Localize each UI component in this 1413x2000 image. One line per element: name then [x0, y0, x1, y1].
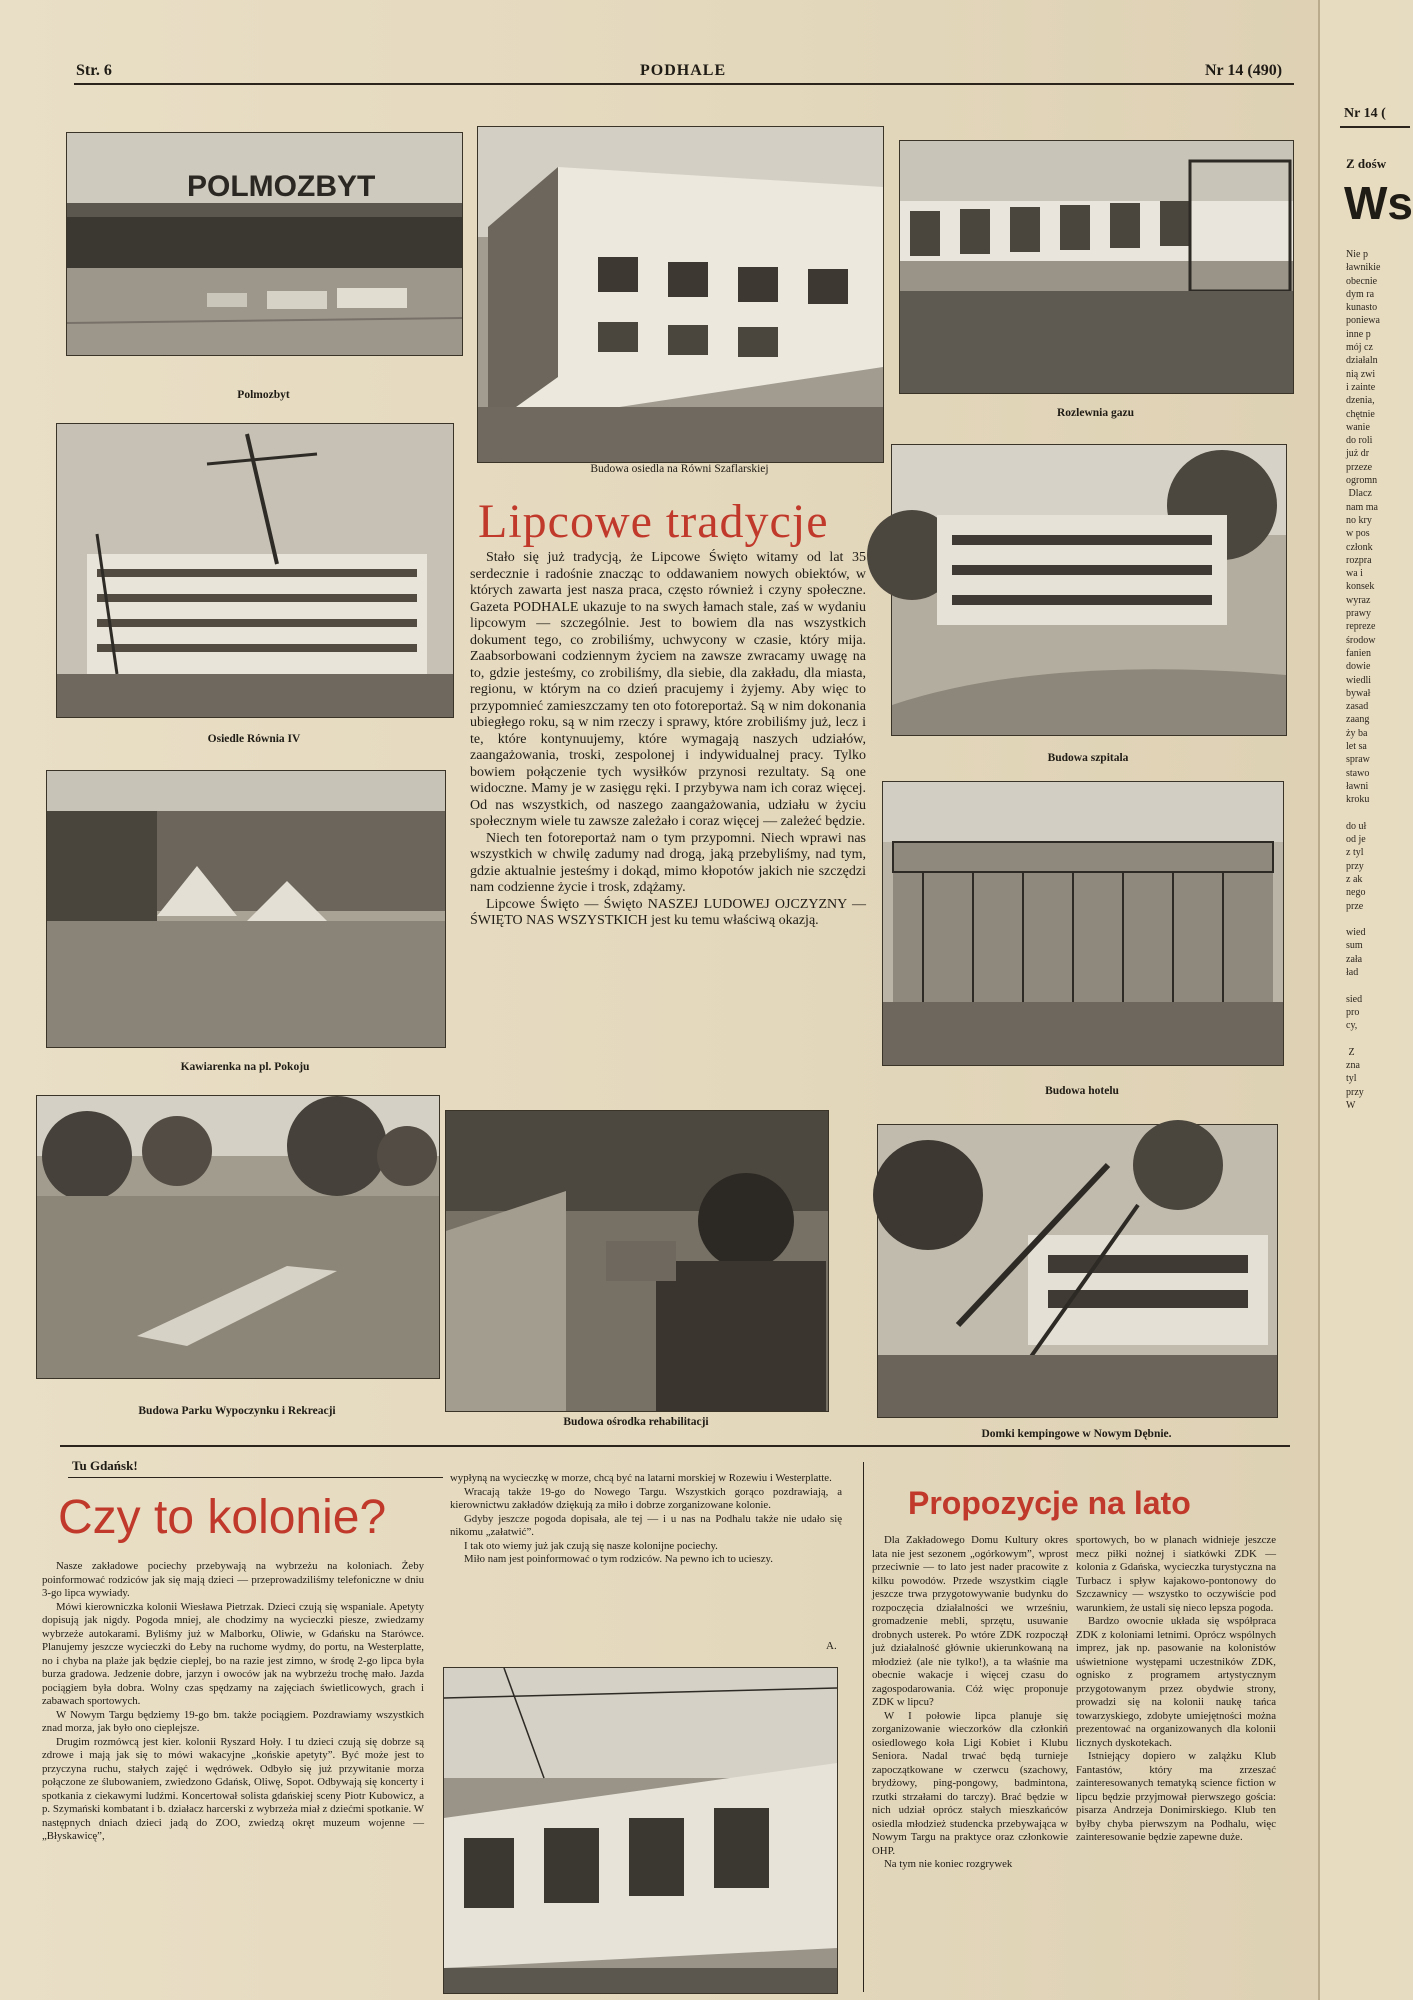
lipcowe-title: Lipcowe tradycje	[478, 495, 829, 548]
paper-title: PODHALE	[640, 62, 727, 79]
propozycje-title: Propozycje na lato	[908, 1485, 1191, 1521]
photo-kawiarenka	[46, 770, 446, 1048]
kolonie-col2-p2: Wracają także 19-go do Nowego Targu. Wszystkich gorąco pozdrawiają, a kierownictwu zakładów dziękują za miło i dobrze zorganizowane kolonie.	[450, 1485, 842, 1511]
kolonie-col1	[42, 1560, 424, 1995]
photo-hotel	[882, 781, 1284, 1066]
section-divider	[60, 1445, 1290, 1447]
caption-park: Budowa Parku Wypoczynku i Rekreacji	[138, 1405, 336, 1417]
next-page-text: Nie p ławnikie obecnie dym ra kunasto poniewa inne p mój cz działaln nią zwi i zainte dzenia, chętnie wanie do roli już dr przeze ogromn Dlacz nam ma no kry w pos członk rozpra wa i konsek wyraz prawy repreze środow fanien dowie wiedli bywał zasad zaang ży ba let sa spraw stawo ławni kroku do uł od je z tyl przy z ak nego prze wied sum zała ład sied pro cy, Z zna tyl przy W	[1346, 249, 1381, 1111]
kolonie-col2	[450, 1472, 842, 1672]
propozycje-col2-p1: sportowych, bo w planach widnieje jeszcze mecz piłki nożnej i siatkówki ZDK — kolonia z Gdańska, wycieczka turystyczna na Turbacz i spływ kajakowo-pontonowy do Szczawnicy — wszystko to oczywiście pod warunkiem, że ustali się nieco lepsza pogoda.	[1076, 1534, 1276, 1614]
caption-domki: Domki kempingowe w Nowym Dębnie.	[981, 1428, 1172, 1440]
next-page-headline: Ws	[1344, 177, 1413, 229]
lipcowe-body	[470, 550, 866, 1085]
caption-kawiarenka: Kawiarenka na pl. Pokoju	[180, 1061, 310, 1073]
propozycje-col1-p1: Dla Zakładowego Domu Kultury okres lata nie jest sezonem „ogórkowym”, wprost przeciwnie — to lato jest nader pracowite z kilku powodów. Przede wszystkim ciągle jeszcze trwa przygotowywanie budynku do rozpoczęcia działalności we wrześniu, gromadzenie mebli, sprzętu, usuwanie drobnych usterek. Po wtóre ZDK rozpoczął już działalność głównie ukierunkowaną na młodzież (ale nie tylko!), a ta właśnie ma obecnie wakacje i więcej czasu do zagospodarowania. Cóż więc proponuje ZDK w lipcu?	[872, 1534, 1068, 1708]
lipcowe-paragraph-2: Niech ten fotoreportaż nam o tym przypomni. Niech wprawi nas wszystkich w chwilę zadumy nad drogą, jaką przebyliśmy, nad tym, gdzie aktualnie jesteśmy i dokąd, mimo kłopotów jakich nie szczędzi nam codzienne życie i trosk, zdążamy.	[470, 830, 866, 895]
kolonie-col1-p1: Nasze zakładowe pociechy przebywają na wybrzeżu na koloniach. Żeby poinformować rodziców jak się mają dzieci — przeprowadziliśmy telefoniczne w dniu 3-go lipca wywiady.	[42, 1560, 424, 1599]
kolonie-col2-p4: I tak oto wiemy już jak czują się nasze kolonijne pociechy.	[464, 1539, 718, 1552]
caption-osrodek: Budowa ośrodka rehabilitacji	[563, 1416, 709, 1428]
propozycje-col1-p3: Na tym nie koniec rozgrywek	[884, 1858, 1013, 1870]
propozycje-col2-p2: Bardzo owocnie układa się współpraca ZDK z koloniami letnimi. Oprócz wspólnych imprez, jak np. pasowanie na kolonistów uświetnione występami uczestników ZDK, ognisko z programem artystycznym przygotowanym przez obydwie strony, prowadzi się na kolonii naukę tańca towarzyskiego, zdobyte umiejętności można prezentować na organizowanych dla kolonii licznych dyskotekach.	[1076, 1615, 1276, 1749]
kolonie-col2-p1: wypłyną na wycieczkę w morze, chcą być na latarni morskiej w Rozewiu i Westerplatte.	[450, 1472, 832, 1484]
kolonie-col2-p3: Gdyby jeszcze pogoda dopisała, ale tej — i u nas na Podhalu także nie udało się nikomu „załatwić”.	[450, 1512, 842, 1538]
photo-polmozbyt	[66, 132, 463, 356]
propozycje-col2-p3: Istniejący dopiero w zalążku Klub Fantastów, który ma zrzeszać zainteresowanych tematyką science fiction w lipcu będzie przyjmował pierwszego gościa: pisarza Andrzeja Donimirskiego. Klub ten byłby chyba pierwszym na Podhalu, więc zainteresowanie będzie zapewne duże.	[1076, 1750, 1276, 1843]
propozycje-col1	[872, 1534, 1068, 1996]
kicker-rule	[68, 1477, 443, 1478]
polmozbyt-sign-text: POLMOZBYT	[187, 170, 376, 203]
kolonie-signature: A.	[826, 1640, 837, 1652]
next-page-rule	[1340, 126, 1410, 128]
photo-train	[443, 1667, 838, 1994]
lipcowe-paragraph-3: Lipcowe Święto — Święto NASZEJ LUDOWEJ OJCZYZNY — ŚWIĘTO NAS WSZYSTKICH jest ku temu właściwą okazją.	[470, 896, 866, 928]
propozycje-col1-p2: W I połowie lipca planuje się zorganizowanie wieczorków dla członkiń osiedlowego koła Ligi Kobiet i Klubu Seniora. Nadal trwać będą turnieje zapoczątkowane w czerwcu (szachowy, brydżowy, ping-pongowy, badmintona, rzutki strzałami do tarczy). Brać będzie w nich udział oprócz stałych mieszkańców osiedla młodzież studencka przebywająca w Nowym Targu na praktyce oraz członkowie OHP.	[872, 1709, 1068, 1857]
photo-park	[36, 1095, 440, 1379]
lipcowe-paragraph-1: Stało się już tradycją, że Lipcowe Święto witamy od lat 35 serdecznie i radośnie znacząc to oddawaniem nowych obiektów, w których zawarta jest nasza praca, często również i czyny społeczne. Gazeta PODHALE ukazuje to na swych łamach stale, zaś w wydaniu lipcowym — szczególnie. Jest to bowiem dla nas wszystkich dokument tego, co zrobiliśmy, uchwycony w czasie, który mija. Zaabsorbowani codziennym życiem na zawsze zwracamy uwagę na to, gdzie jesteśmy, co zrobiliśmy, dla siebie, dla zakładu, dla miasta, regionu, w którym na co dzień pracujemy i żyjemy. Aby więc to przypomnieć zamieszczamy ten oto fotoreportaż. Są w nim dokonania ubiegłego roku, są w nim rzeczy i sprawy, które zrobiliśmy już, lecz i te, które kontynuujemy, które wymagają naszych udziałów, zaangażowania, troski, zespolonej i indywidualnej pracy. Tylko bowiem połączenie tych wysiłków przynosi rezultaty. Są one widoczne. Mamy je w zasięgu ręki. I przybywa nam ich coraz więcej. Od nas wszystkich, od naszego zaangażowania, udziału w życiu społecznym wiele tu zawsze zależało i coraz więcej — zależeć będzie.	[470, 550, 866, 829]
propozycje-col2	[1076, 1534, 1276, 1996]
kolonie-title: Czy to kolonie?	[58, 1491, 387, 1544]
kolonie-col1-p4: Drugim rozmówcą jest kier. kolonii Ryszard Hoły. I tu dzieci czują się dobrze są zdrowe i mają jak się to mówi wakacyjne „końskie apetyty”. Być może jest to przyczyna ruchu, stałych zajęć i wędrówek. Odbyło się już przywitanie morza połączone ze ślubowaniem, zwiedzono Gdańsk, Oliwę, Sopot. Odbywają się koncerty i spotkania z ciekawymi ludźmi. Koncertował solista gdańskiej sceny Piotr Kubowicz, a p. Szymański kombatant i b. działacz harcerski z wybrzeża miał z dziećmi spotkanie. W następnych dniach dzieci jadą do ZOO, zwiedzą okręt muzeum wojenne — „Błyskawicę”,	[42, 1735, 424, 1842]
photo-osrodek	[445, 1110, 829, 1412]
caption-hotel: Budowa hotelu	[1045, 1085, 1119, 1097]
kolonie-col1-p2: Mówi kierowniczka kolonii Wiesława Pietrzak. Dzieci czują się wspaniale. Apetyty dopisują jak nigdy. Pogoda mniej, ale chodzimy na wycieczki piesze, zwiedzamy wybrzeże autokarami. Byliśmy już w Malborku, Oliwie, w Gdańsku na Starówce. Planujemy jeszcze wycieczki do Łeby na ruchome wydmy, do portu, na Westerplatte, no i chyba na plaże jak będzie cieplej, bo na razie jest zimno, w środę 2-go lipca była burza gradowa. Jedzenie dobre, jarzyn i owoców jak na wybrzeżu trochę mało. Jazda pociągiem była dobra. Wolny czas spędzamy na zajęciach świetlicowych, grach i zabawach sportowych.	[42, 1600, 424, 1707]
page-number: Str. 6	[76, 62, 112, 79]
caption-polmozbyt: Polmozbyt	[237, 389, 290, 401]
caption-osiedle-budowa: Budowa osiedla na Równi Szaflarskiej	[590, 463, 769, 475]
photo-rozlewnia	[899, 140, 1294, 394]
photo-domki	[877, 1124, 1278, 1418]
photo-osiedle-budowa	[477, 126, 884, 463]
next-page-kicker: Z dośw	[1346, 156, 1387, 171]
next-page-header: Nr 14 (	[1344, 106, 1386, 121]
caption-osiedle-rownia: Osiedle Równia IV	[207, 733, 301, 745]
issue-number: Nr 14 (490)	[1205, 62, 1283, 79]
kolonie-col1-p3: W Nowym Targu będziemy 19-go bm. także pociągiem. Pozdrawiamy wszystkich znad morza, jak było ono cieplejsze.	[42, 1708, 424, 1734]
kolonie-kicker: Tu Gdańsk!	[72, 1458, 138, 1473]
next-page-edge	[1318, 0, 1413, 2000]
kolonie-col2-p5: Miło nam jest poinformować o tym rodziców. Na pewno ich to ucieszy.	[464, 1553, 773, 1565]
caption-szpital: Budowa szpitala	[1047, 752, 1129, 764]
photo-szpital	[891, 444, 1287, 736]
caption-rozlewnia: Rozlewnia gazu	[1057, 407, 1134, 419]
photo-osiedle-rownia	[56, 423, 454, 718]
column-rule	[863, 1462, 864, 1992]
header-rule	[74, 83, 1294, 85]
